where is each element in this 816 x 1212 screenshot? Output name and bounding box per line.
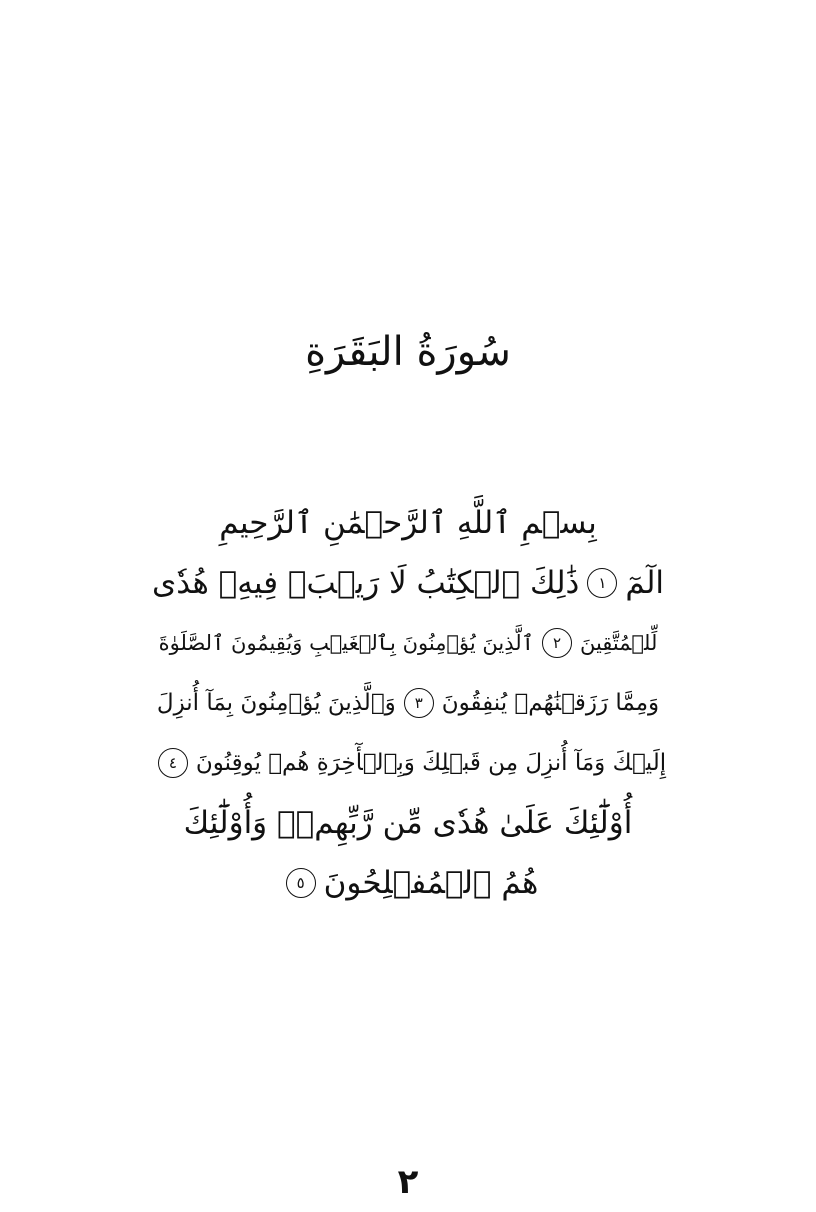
verse-text: ذَٰلِكَ ٱلۡكِتَٰبُ لَا رَيۡبَۛ فِيهِۛ هُدٗى [151,565,580,601]
verse-text: أُوْلَٰٓئِكَ عَلَىٰ هُدٗى مِّن رَّبِّهِمۡۖ وَأُوْلَٰٓئِكَ [183,805,633,841]
verse-number-marker: ٥ [286,868,316,898]
verse-line-6 [150,853,666,913]
basmala-line [150,493,666,553]
verses-block [150,493,666,913]
verse-text: وَمِمَّا رَزَقۡنَٰهُمۡ يُنفِقُونَ [441,690,660,716]
verse-text: وَٱلَّذِينَ يُؤۡمِنُونَ بِمَآ أُنزِلَ [156,690,396,716]
verse-line-5 [150,793,666,853]
verse-line-2 [150,613,666,673]
verse-number-marker: ٣ [404,688,434,718]
verse-line-4 [150,733,666,793]
page-number: ٢ [397,1162,419,1202]
verse-text: الٓمٓ [625,565,665,601]
basmala: بِسۡمِ ٱللَّهِ ٱلرَّحۡمَٰنِ ٱلرَّحِيمِ [219,505,597,541]
verse-line-1 [150,553,666,613]
verse-text: إِلَيۡكَ وَمَآ أُنزِلَ مِن قَبۡلِكَ وَبِٱلۡأٓخِرَةِ هُمۡ يُوقِنُونَ [195,750,667,776]
verse-text: لِّلۡمُتَّقِينَ [579,631,658,655]
verse-text: هُمُ ٱلۡمُفۡلِحُونَ [323,865,539,901]
verse-number-marker: ٤ [158,748,188,778]
verse-number-marker: ٢ [542,628,572,658]
verse-text: ٱلَّذِينَ يُؤۡمِنُونَ بِٱلۡغَيۡبِ وَيُقِيمُونَ ٱلصَّلَوٰةَ [158,631,534,655]
verse-line-3 [150,673,666,733]
verse-number-marker: ١ [587,568,617,598]
surah-title: سُورَةُ البَقَرَةِ [305,329,511,375]
